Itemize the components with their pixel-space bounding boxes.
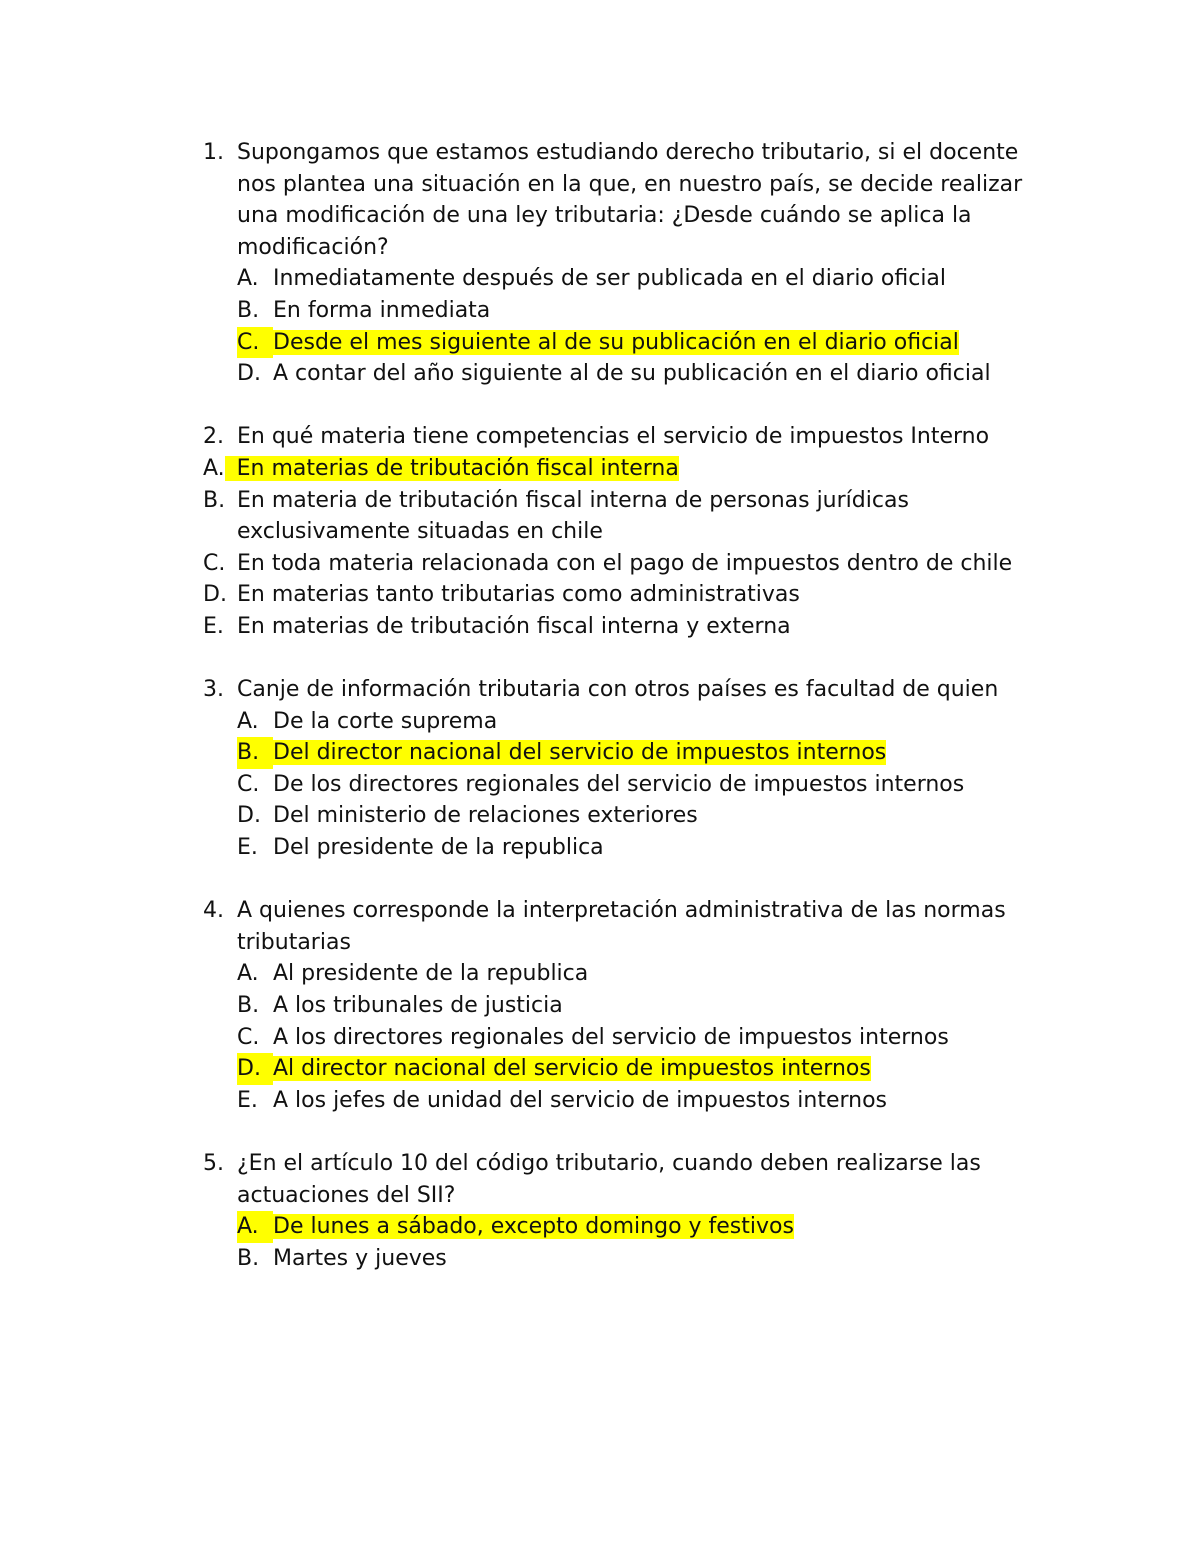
question-number: 4. <box>203 898 224 924</box>
option-letter: A. <box>237 1211 273 1243</box>
option-letter: B. <box>203 487 226 513</box>
option-text-content: En forma inmediata <box>273 297 491 323</box>
option-text-content: Al director nacional del servicio de impuestos internos <box>273 1056 871 1082</box>
option-b <box>203 485 1043 548</box>
option-text-content: A contar del año siguiente al de su publicación en el diario oficial <box>273 361 991 387</box>
question-number: 1. <box>203 140 224 165</box>
option-text-content: A los directores regionales del servicio de impuestos internos <box>273 1024 949 1050</box>
question-4 <box>203 895 1043 1116</box>
question-text: En qué materia tiene competencias el servicio de impuestos Interno <box>237 424 990 450</box>
option-text <box>273 958 1043 990</box>
option-text <box>273 295 1043 327</box>
option-d <box>237 800 1043 832</box>
question-text: ¿En el artículo 10 del código tributario, cuando deben realizarse las actuaciones del SII? <box>237 1151 981 1208</box>
document-body <box>203 137 1043 1306</box>
option-text <box>273 1211 794 1243</box>
option-letter: B. <box>237 1245 260 1271</box>
options-list <box>237 263 1043 389</box>
option-b <box>237 295 1043 327</box>
option-a-answer <box>237 1211 1043 1243</box>
option-text-content: Del director nacional del servicio de impuestos internos <box>273 740 887 766</box>
option-text <box>225 453 679 485</box>
option-text-content: De lunes a sábado, excepto domingo y festivos <box>273 1214 794 1240</box>
option-text-content: Desde el mes siguiente al de su publicación en el diario oficial <box>273 329 959 355</box>
option-letter: D. <box>203 582 227 608</box>
option-text <box>273 1022 1043 1054</box>
option-c-answer <box>237 327 1043 359</box>
option-text <box>273 706 1043 738</box>
option-letter: B. <box>237 297 260 323</box>
question-number: 3. <box>203 677 224 703</box>
option-letter: D. <box>237 803 261 829</box>
option-text-content: Del ministerio de relaciones exteriores <box>273 803 698 829</box>
option-text-content: Al presidente de la republica <box>273 961 589 987</box>
option-letter: D. <box>237 1053 273 1085</box>
option-text-content: De la corte suprema <box>273 708 498 734</box>
option-letter: A. <box>237 961 259 987</box>
option-text <box>273 358 1043 390</box>
option-text-content: Del presidente de la republica <box>273 835 604 861</box>
question-stem <box>203 895 1043 958</box>
question-text: Supongamos que estamos estudiando derecho tributario, si el docente nos plantea una situación en la que, en nuestro país, se decide realizar una modificación de una ley tributaria: ¿Desde cuándo se aplica la modificación? <box>237 140 1023 260</box>
option-letter: C. <box>237 771 260 797</box>
option-text <box>237 485 1037 548</box>
option-letter: E. <box>237 835 258 861</box>
option-letter: D. <box>237 361 261 387</box>
question-number: 2. <box>203 424 224 450</box>
option-text <box>237 548 1037 580</box>
option-e <box>237 832 1043 864</box>
option-a <box>237 263 1043 295</box>
option-b <box>237 990 1043 1022</box>
option-text <box>273 800 1043 832</box>
option-c <box>237 769 1043 801</box>
option-text-content: En materias de tributación fiscal interna y externa <box>237 613 791 639</box>
option-text <box>273 1085 1043 1117</box>
option-c <box>237 1022 1043 1054</box>
option-letter: C. <box>237 327 273 359</box>
option-text <box>237 611 1037 643</box>
question-stem <box>203 674 1043 706</box>
question-stem <box>203 137 1043 263</box>
question-3 <box>203 674 1043 864</box>
option-text <box>273 263 1043 295</box>
question-text: Canje de información tributaria con otros países es facultad de quien <box>237 677 999 703</box>
option-text <box>273 832 1043 864</box>
option-letter: A. <box>237 708 259 734</box>
option-letter: C. <box>203 550 226 576</box>
option-letter: E. <box>237 1087 258 1113</box>
option-text <box>273 1053 871 1085</box>
question-stem <box>203 1148 1043 1211</box>
option-text-content: Martes y jueves <box>273 1245 447 1271</box>
question-text: A quienes corresponde la interpretación administrativa de las normas tributarias <box>237 898 1006 955</box>
option-text <box>273 769 1043 801</box>
option-a <box>237 706 1043 738</box>
option-b <box>237 1243 1043 1275</box>
option-text-content: De los directores regionales del servicio de impuestos internos <box>273 771 965 797</box>
option-a-answer <box>203 453 1043 485</box>
option-d <box>237 358 1043 390</box>
question-number: 5. <box>203 1151 224 1176</box>
option-text-content: En materia de tributación fiscal interna de personas jurídicas exclusivamente situadas en chile <box>237 487 909 545</box>
option-c <box>203 548 1043 580</box>
question-stem <box>203 421 1043 453</box>
option-b-answer <box>237 737 1043 769</box>
option-letter: B. <box>237 993 260 1019</box>
question-1 <box>203 137 1043 390</box>
question-2 <box>203 421 1043 642</box>
question-5 <box>203 1148 1043 1274</box>
option-letter: B. <box>237 737 273 769</box>
option-letter: E. <box>203 613 224 639</box>
options-list <box>237 958 1043 1116</box>
option-text <box>273 990 1043 1022</box>
option-d <box>203 579 1043 611</box>
option-text <box>273 737 886 769</box>
option-text-content: En materias de tributación fiscal interna <box>225 456 679 481</box>
option-text <box>273 327 959 359</box>
option-a <box>237 958 1043 990</box>
options-list <box>203 453 1043 643</box>
option-e <box>237 1085 1043 1117</box>
option-letter: C. <box>237 1024 260 1050</box>
option-letter: A. <box>203 455 225 481</box>
option-letter: A. <box>237 266 259 292</box>
option-text-content: En materias tanto tributarias como administrativas <box>237 582 800 608</box>
options-list <box>237 1211 1043 1274</box>
option-text-content: En toda materia relacionada con el pago de impuestos dentro de chile <box>237 550 1013 576</box>
option-d-answer <box>237 1053 1043 1085</box>
option-e <box>203 611 1043 643</box>
option-text <box>237 579 1037 611</box>
option-text-content: Inmediatamente después de ser publicada en el diario oficial <box>273 266 947 292</box>
option-text-content: A los jefes de unidad del servicio de impuestos internos <box>273 1087 888 1113</box>
options-list <box>237 706 1043 864</box>
option-text <box>273 1243 1043 1275</box>
option-text-content: A los tribunales de justicia <box>273 993 563 1019</box>
